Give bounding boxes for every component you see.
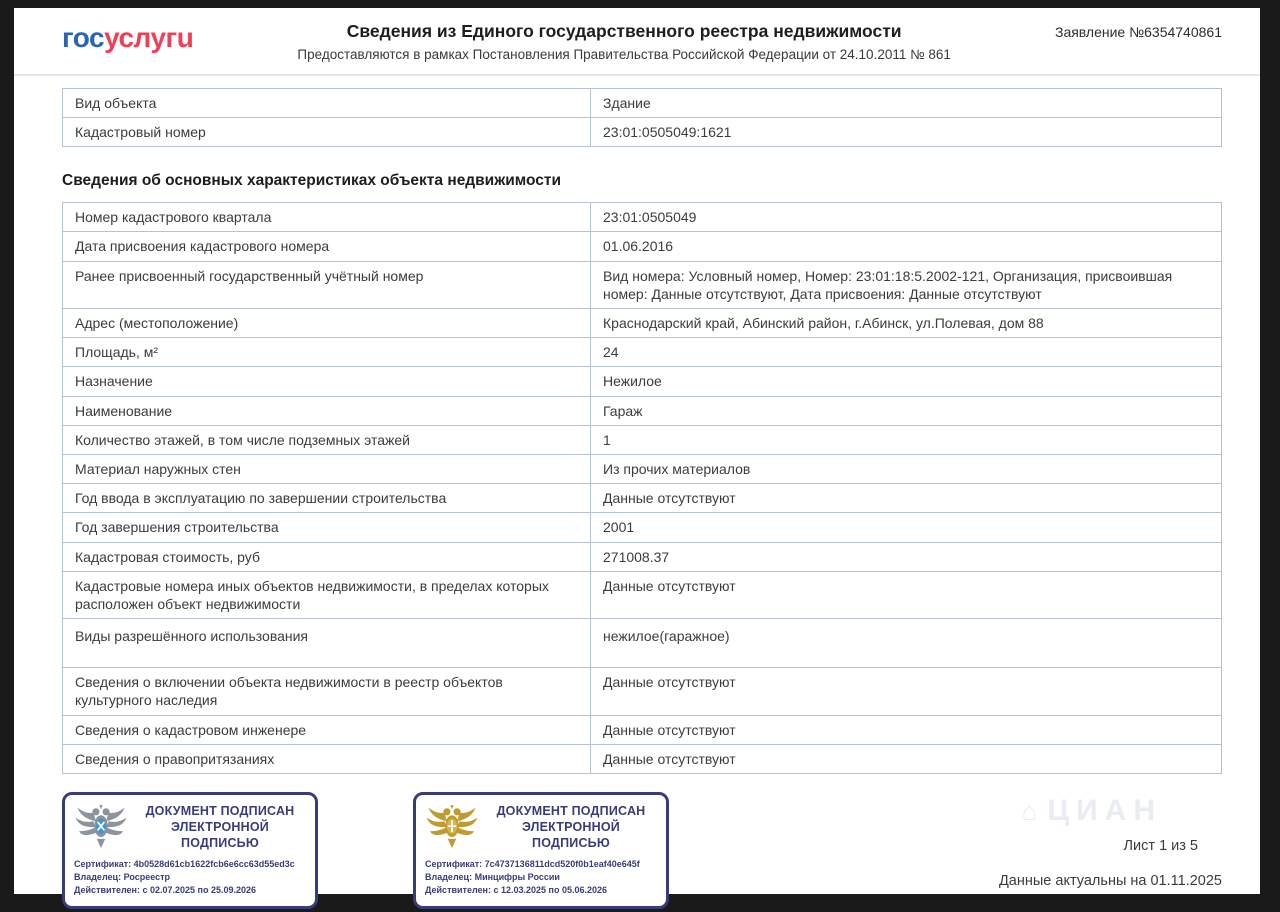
row-label: Сведения о включении объекта недвижимости в реестр объектов культурного наследия (63, 668, 591, 715)
row-label: Ранее присвоенный государственный учётный номер (63, 261, 591, 308)
table-row (63, 513, 1222, 542)
stamp-certificate: Сертификат: 4b0528d61cb1622fcb6e6cc63d55ed3c (74, 859, 295, 869)
stamp-header (74, 802, 306, 852)
table-row (63, 367, 1222, 396)
object-summary-table (62, 88, 1222, 147)
signature-stamp-mincifry (413, 792, 669, 909)
table-row (63, 338, 1222, 367)
row-label: Дата присвоения кадастрового номера (63, 232, 591, 261)
row-label: Кадастровый номер (63, 118, 591, 147)
cian-watermark (669, 792, 1222, 830)
document-subtitle: Предоставляются в рамках Постановления Правительства Российской Федерации от 24.10.2011 № 861 (297, 47, 951, 62)
rosreestr-eagle-emblem-icon (74, 802, 128, 852)
row-value: Гараж (591, 396, 1222, 425)
document-header (14, 8, 1260, 76)
row-value: Данные отсутствуют (591, 571, 1222, 618)
table-row (63, 118, 1222, 147)
row-value: 1 (591, 425, 1222, 454)
row-label: Номер кадастрового квартала (63, 203, 591, 232)
stamp-owner: Владелец: Минцифры России (425, 872, 560, 883)
row-value: 24 (591, 338, 1222, 367)
table-row (63, 232, 1222, 261)
row-value: 01.06.2016 (591, 232, 1222, 261)
row-value: 2001 (591, 513, 1222, 542)
table-row (63, 668, 1222, 715)
object-summary-table-body (63, 88, 1222, 146)
row-label: Количество этажей, в том числе подземных этажей (63, 425, 591, 454)
page-indicator: Лист 1 из 5 (1123, 838, 1198, 854)
row-label: Сведения о кадастровом инженере (63, 715, 591, 744)
signature-stamp-rosreestr (62, 792, 318, 909)
document-title: Сведения из Единого государственного реестра недвижимости (346, 21, 902, 41)
table-row (63, 88, 1222, 117)
table-row (63, 261, 1222, 308)
stamp-validity: Действителен: с 12.03.2025 по 05.06.2026 (425, 885, 608, 896)
row-label: Виды разрешённого использования (63, 619, 591, 668)
table-row (63, 203, 1222, 232)
table-row (63, 542, 1222, 571)
signature-stamps (62, 792, 669, 909)
row-value: Здание (591, 88, 1222, 117)
row-value: Краснодарский край, Абинский район, г.Абинск, ул.Полевая, дом 88 (591, 309, 1222, 338)
row-label: Кадастровая стоимость, руб (63, 542, 591, 571)
logo-part-blue: гос (62, 22, 105, 53)
document-footer (62, 792, 1222, 912)
table-row (63, 619, 1222, 668)
data-actual-date: Данные актуальны на 01.11.2025 (998, 873, 1222, 889)
stamp-title: ДОКУМЕНТ ПОДПИСАН ЭЛЕКТРОННОЙ ПОДПИСЬЮ (145, 803, 295, 851)
row-value: 271008.37 (591, 542, 1222, 571)
row-label: Назначение (63, 367, 591, 396)
row-label: Площадь, м² (63, 338, 591, 367)
stamp-header (425, 802, 657, 852)
stamp-owner: Владелец: Росреестр (74, 872, 171, 883)
characteristics-table-body (63, 203, 1222, 774)
table-row (63, 454, 1222, 483)
row-label: Сведения о правопритязаниях (63, 744, 591, 773)
gold-eagle-emblem-icon (425, 802, 479, 852)
house-icon: ⌂ (1021, 796, 1038, 826)
row-value: Вид номера: Условный номер, Номер: 23:01:18:5.2002-121, Организация, присвоившая номер: Данные отсутствуют, Дата присвоения: Данные отсутствуют (591, 261, 1222, 308)
stamp-validity: Действителен: с 02.07.2025 по 25.09.2026 (74, 885, 257, 896)
header-titles (193, 21, 1055, 64)
row-value: нежилое(гаражное) (591, 619, 1222, 668)
row-value: 23:01:0505049:1621 (591, 118, 1222, 147)
table-row (63, 396, 1222, 425)
stamp-details (74, 858, 306, 897)
document-content (14, 76, 1260, 912)
characteristics-table (62, 202, 1222, 774)
row-value: Данные отсутствуют (591, 744, 1222, 773)
table-row (63, 425, 1222, 454)
row-value: Нежилое (591, 367, 1222, 396)
row-label: Вид объекта (63, 88, 591, 117)
section-title: Сведения об основных характеристиках объекта недвижимости (62, 172, 561, 190)
table-row (63, 571, 1222, 618)
row-label: Адрес (местоположение) (63, 309, 591, 338)
stamp-details (425, 858, 657, 897)
table-row (63, 309, 1222, 338)
row-label: Материал наружных стен (63, 454, 591, 483)
row-label: Наименование (63, 396, 591, 425)
table-row (63, 715, 1222, 744)
footer-right (669, 792, 1222, 912)
table-row (63, 744, 1222, 773)
row-value: Из прочих материалов (591, 454, 1222, 483)
gosuslugi-logo (62, 23, 193, 54)
row-value: Данные отсутствуют (591, 484, 1222, 513)
row-value: Данные отсутствуют (591, 668, 1222, 715)
logo-part-red: услугu (104, 22, 194, 53)
stamp-title: ДОКУМЕНТ ПОДПИСАН ЭЛЕКТРОННОЙ ПОДПИСЬЮ (496, 803, 646, 851)
row-value: Данные отсутствуют (591, 715, 1222, 744)
row-value: 23:01:0505049 (591, 203, 1222, 232)
document-page (14, 8, 1260, 894)
row-label: Год завершения строительства (63, 513, 591, 542)
row-label: Год ввода в эксплуатацию по завершении строительства (63, 484, 591, 513)
application-number: Заявление №6354740861 (1054, 24, 1222, 40)
watermark-text: ЦИАН (1047, 794, 1162, 827)
table-row (63, 484, 1222, 513)
row-label: Кадастровые номера иных объектов недвижимости, в пределах которых расположен объект недвижимости (63, 571, 591, 618)
stamp-certificate: Сертификат: 7c4737136811dcd520f0b1eaf40e645f (425, 859, 640, 869)
